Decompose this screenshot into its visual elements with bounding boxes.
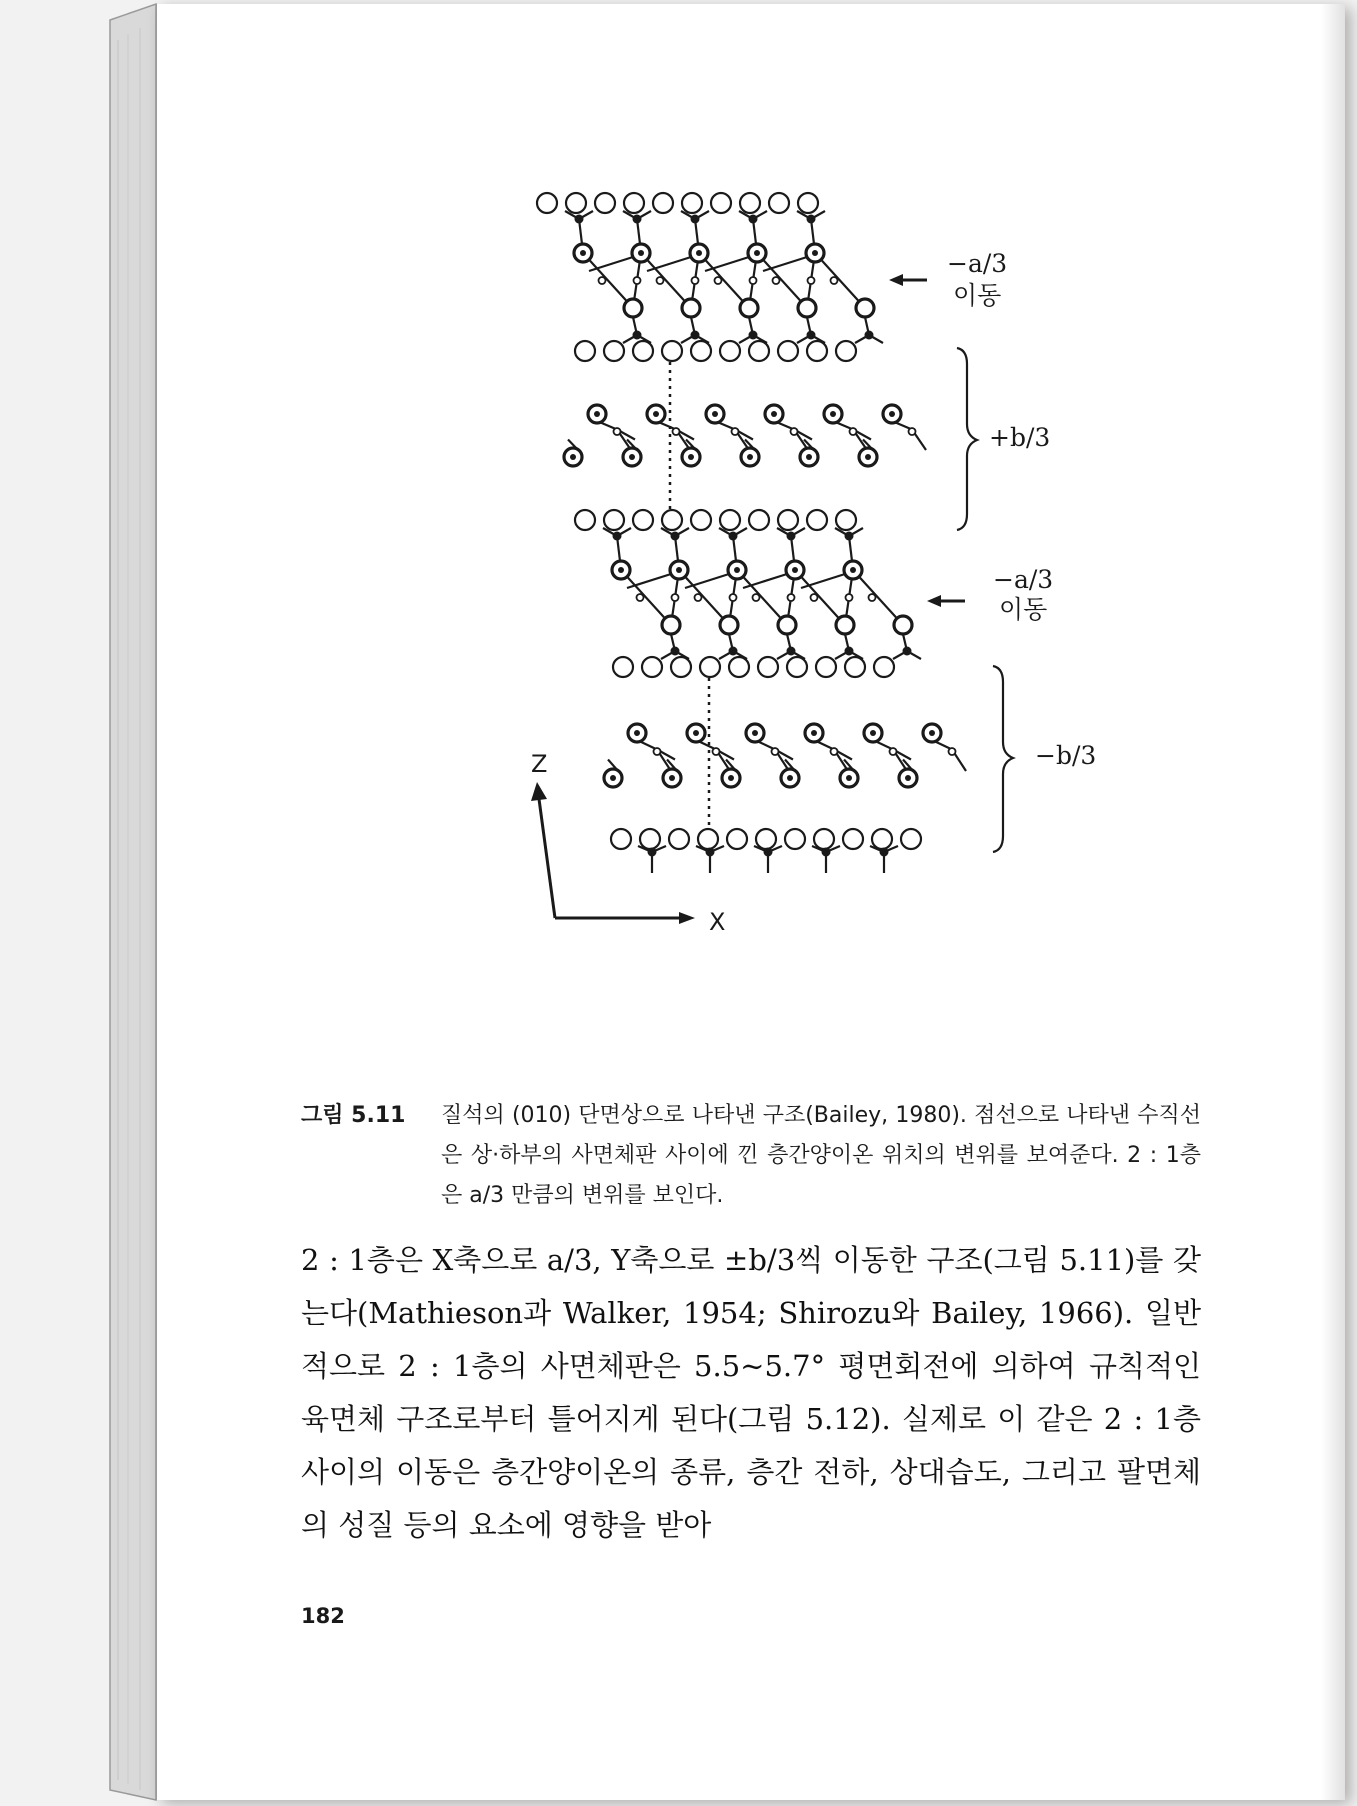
oxygen-atom (807, 510, 827, 530)
tetrahedral-cation (706, 848, 715, 857)
figure-atoms (537, 193, 956, 857)
hydroxyl-center (653, 411, 659, 417)
oxygen-atom (727, 829, 747, 849)
shift-arrow-middle (927, 595, 965, 607)
hydroxyl-center (747, 454, 753, 460)
oxygen-atom (740, 193, 760, 213)
oxygen-atom (836, 510, 856, 530)
tetrahedral-cation (880, 848, 889, 857)
oxygen-atom (633, 341, 653, 361)
tetrahedral-cation (729, 647, 738, 656)
oxygen-atom (653, 193, 673, 213)
hydroxyl-center (771, 411, 777, 417)
oxygen-atom (575, 341, 595, 361)
hydroxyl-center (634, 730, 640, 736)
hydroxyl-atom (894, 616, 912, 634)
hydroxyl-center (696, 250, 702, 256)
oxygen-atom (682, 193, 702, 213)
hydroxyl-atom (798, 299, 816, 317)
tetrahedral-cation (764, 848, 773, 857)
hydroxyl-center (570, 454, 576, 460)
oxygen-atom (633, 510, 653, 530)
oxygen-atom (816, 657, 836, 677)
tetrahedral-cation (845, 647, 854, 656)
oxygen-atom (691, 341, 711, 361)
oxygen-atom (720, 341, 740, 361)
hydroxyl-center (594, 411, 600, 417)
oxygen-atom (843, 829, 863, 849)
hydroxyl-center (580, 250, 586, 256)
hydroxyl-center (830, 411, 836, 417)
tetrahedral-cation (633, 331, 642, 340)
oxygen-atom (537, 193, 557, 213)
label-shift-mid-amount: −a/3 (993, 565, 1054, 594)
oxygen-atom (798, 193, 818, 213)
octahedral-cation (791, 428, 798, 435)
octahedral-cation (672, 594, 679, 601)
oxygen-atom (575, 510, 595, 530)
hydroxyl-center (712, 411, 718, 417)
tetrahedral-cation (822, 848, 831, 857)
oxygen-atom (749, 510, 769, 530)
octahedral-cation (772, 748, 779, 755)
caption-number: 그림 5.11 (301, 1103, 406, 1128)
oxygen-atom (787, 657, 807, 677)
oxygen-atom (662, 341, 682, 361)
oxygen-atom (778, 510, 798, 530)
oxygen-atom (872, 829, 892, 849)
tetrahedral-cation (903, 647, 912, 656)
oxygen-atom (640, 829, 660, 849)
tetrahedral-cation (807, 331, 816, 340)
label-axis-z: Z (531, 750, 548, 778)
oxygen-atom (669, 829, 689, 849)
hydroxyl-center (787, 775, 793, 781)
hydroxyl-center (728, 775, 734, 781)
hydroxyl-center (846, 775, 852, 781)
octahedral-cation (846, 594, 853, 601)
oxygen-atom (845, 657, 865, 677)
oxygen-atom (604, 341, 624, 361)
octahedral-cation (831, 277, 838, 284)
caption-text: 질석의 (010) 단면상으로 나타낸 구조(Bailey, 1980). 점선으로 나타낸 수직선은 상·하부의 사면체판 사이에 낀 층간양이온 위치의 변위를 보여준다. 2 : 1층은 a/3 만큼의 변위를 보인다. (441, 1103, 1201, 1208)
oxygen-atom (691, 510, 711, 530)
octahedral-cation (753, 594, 760, 601)
hydroxyl-center (811, 730, 817, 736)
hydroxyl-atom (682, 299, 700, 317)
octahedral-cation (715, 277, 722, 284)
oxygen-atom (769, 193, 789, 213)
oxygen-atom (749, 341, 769, 361)
hydroxyl-center (676, 567, 682, 573)
tetrahedral-cation (845, 532, 854, 541)
tetrahedral-cation (691, 331, 700, 340)
tetrahedral-cation (787, 532, 796, 541)
label-shift-mid-word: 이동 (999, 595, 1048, 624)
vermiculite-structure-figure (157, 4, 1345, 1104)
octahedral-cation (750, 277, 757, 284)
label-axis-x: X (709, 908, 726, 936)
oxygen-atom (807, 341, 827, 361)
label-shift-top-word: 이동 (953, 281, 1002, 310)
oxygen-atom (711, 193, 731, 213)
hydroxyl-center (610, 775, 616, 781)
label-bracket-top: +b/3 (989, 423, 1051, 452)
octahedral-cation (713, 748, 720, 755)
hydroxyl-center (806, 454, 812, 460)
hydroxyl-center (734, 567, 740, 573)
tetrahedral-cation (749, 331, 758, 340)
oxygen-atom (698, 829, 718, 849)
oxygen-atom (758, 657, 778, 677)
axis-arrows (531, 782, 695, 924)
shift-arrow-top (889, 274, 927, 286)
octahedral-cation (673, 428, 680, 435)
hydroxyl-center (865, 454, 871, 460)
tetrahedral-cation (691, 215, 700, 224)
oxygen-atom (624, 193, 644, 213)
page-number: 182 (301, 1604, 345, 1628)
oxygen-atom (836, 341, 856, 361)
brace-bottom (993, 666, 1013, 852)
hydroxyl-atom (740, 299, 758, 317)
tetrahedral-cation (865, 331, 874, 340)
octahedral-cation (788, 594, 795, 601)
hydroxyl-center (669, 775, 675, 781)
hydroxyl-atom (856, 299, 874, 317)
octahedral-cation (692, 277, 699, 284)
hydroxyl-center (905, 775, 911, 781)
octahedral-cation (811, 594, 818, 601)
hydroxyl-center (889, 411, 895, 417)
hydroxyl-center (754, 250, 760, 256)
octahedral-cation (637, 594, 644, 601)
tetrahedral-cation (671, 532, 680, 541)
octahedral-cation (869, 594, 876, 601)
octahedral-cation (614, 428, 621, 435)
hydroxyl-atom (624, 299, 642, 317)
oxygen-atom (604, 510, 624, 530)
tetrahedral-cation (575, 215, 584, 224)
hydroxyl-center (792, 567, 798, 573)
hydroxyl-atom (720, 616, 738, 634)
octahedral-cation (890, 748, 897, 755)
hydroxyl-center (870, 730, 876, 736)
hydroxyl-center (629, 454, 635, 460)
hydroxyl-center (812, 250, 818, 256)
hydroxyl-atom (662, 616, 680, 634)
oxygen-atom (613, 657, 633, 677)
octahedral-cation (654, 748, 661, 755)
oxygen-atom (671, 657, 691, 677)
label-bracket-bottom: −b/3 (1035, 741, 1097, 770)
oxygen-atom (874, 657, 894, 677)
oxygen-atom (662, 510, 682, 530)
hydroxyl-center (688, 454, 694, 460)
hydroxyl-center (752, 730, 758, 736)
octahedral-cation (634, 277, 641, 284)
octahedral-cation (732, 428, 739, 435)
octahedral-cation (831, 748, 838, 755)
oxygen-atom (642, 657, 662, 677)
octahedral-cation (695, 594, 702, 601)
tetrahedral-cation (613, 532, 622, 541)
tetrahedral-cation (729, 532, 738, 541)
octahedral-cation (599, 277, 606, 284)
octahedral-cation (909, 428, 916, 435)
oxygen-atom (566, 193, 586, 213)
oxygen-atom (611, 829, 631, 849)
oxygen-atom (901, 829, 921, 849)
tetrahedral-cation (807, 215, 816, 224)
hydroxyl-center (618, 567, 624, 573)
oxygen-atom (729, 657, 749, 677)
octahedral-cation (850, 428, 857, 435)
hydroxyl-center (850, 567, 856, 573)
body-paragraph: 2 : 1층은 X축으로 a/3, Y축으로 ±b/3씩 이동한 구조(그림 5.11)를 갖는다(Mathieson과 Walker, 1954; Shirozu와 Bailey, 1966). 일반적으로 2 : 1층의 사면체판은 5.5∼5.7° 평면회전에 의하여 규칙적인 육면체 구조로부터 틀어지게 된다(그림 5.12). 실제로 이 같은 2 : 1층 사이의 이동은 층간양이온의 종류, 층간 전하, 상대습도, 그리고 팔면체의 성질 등의 요소에 영향을 받아 (301, 1243, 1201, 1542)
hydroxyl-center (929, 730, 935, 736)
tetrahedral-cation (633, 215, 642, 224)
hydroxyl-atom (836, 616, 854, 634)
tetrahedral-cation (671, 647, 680, 656)
hydroxyl-center (693, 730, 699, 736)
octahedral-cation (730, 594, 737, 601)
hydroxyl-center (638, 250, 644, 256)
book-page (156, 4, 1345, 1800)
oxygen-atom (756, 829, 776, 849)
tetrahedral-cation (749, 215, 758, 224)
oxygen-atom (700, 657, 720, 677)
octahedral-cation (808, 277, 815, 284)
tetrahedral-cation (648, 848, 657, 857)
oxygen-atom (720, 510, 740, 530)
label-shift-top-amount: −a/3 (947, 249, 1008, 278)
tetrahedral-cation (787, 647, 796, 656)
oxygen-atom (814, 829, 834, 849)
octahedral-cation (949, 748, 956, 755)
hydroxyl-atom (778, 616, 796, 634)
brace-top (957, 348, 977, 530)
octahedral-cation (657, 277, 664, 284)
octahedral-cation (773, 277, 780, 284)
oxygen-atom (595, 193, 615, 213)
oxygen-atom (785, 829, 805, 849)
oxygen-atom (778, 341, 798, 361)
